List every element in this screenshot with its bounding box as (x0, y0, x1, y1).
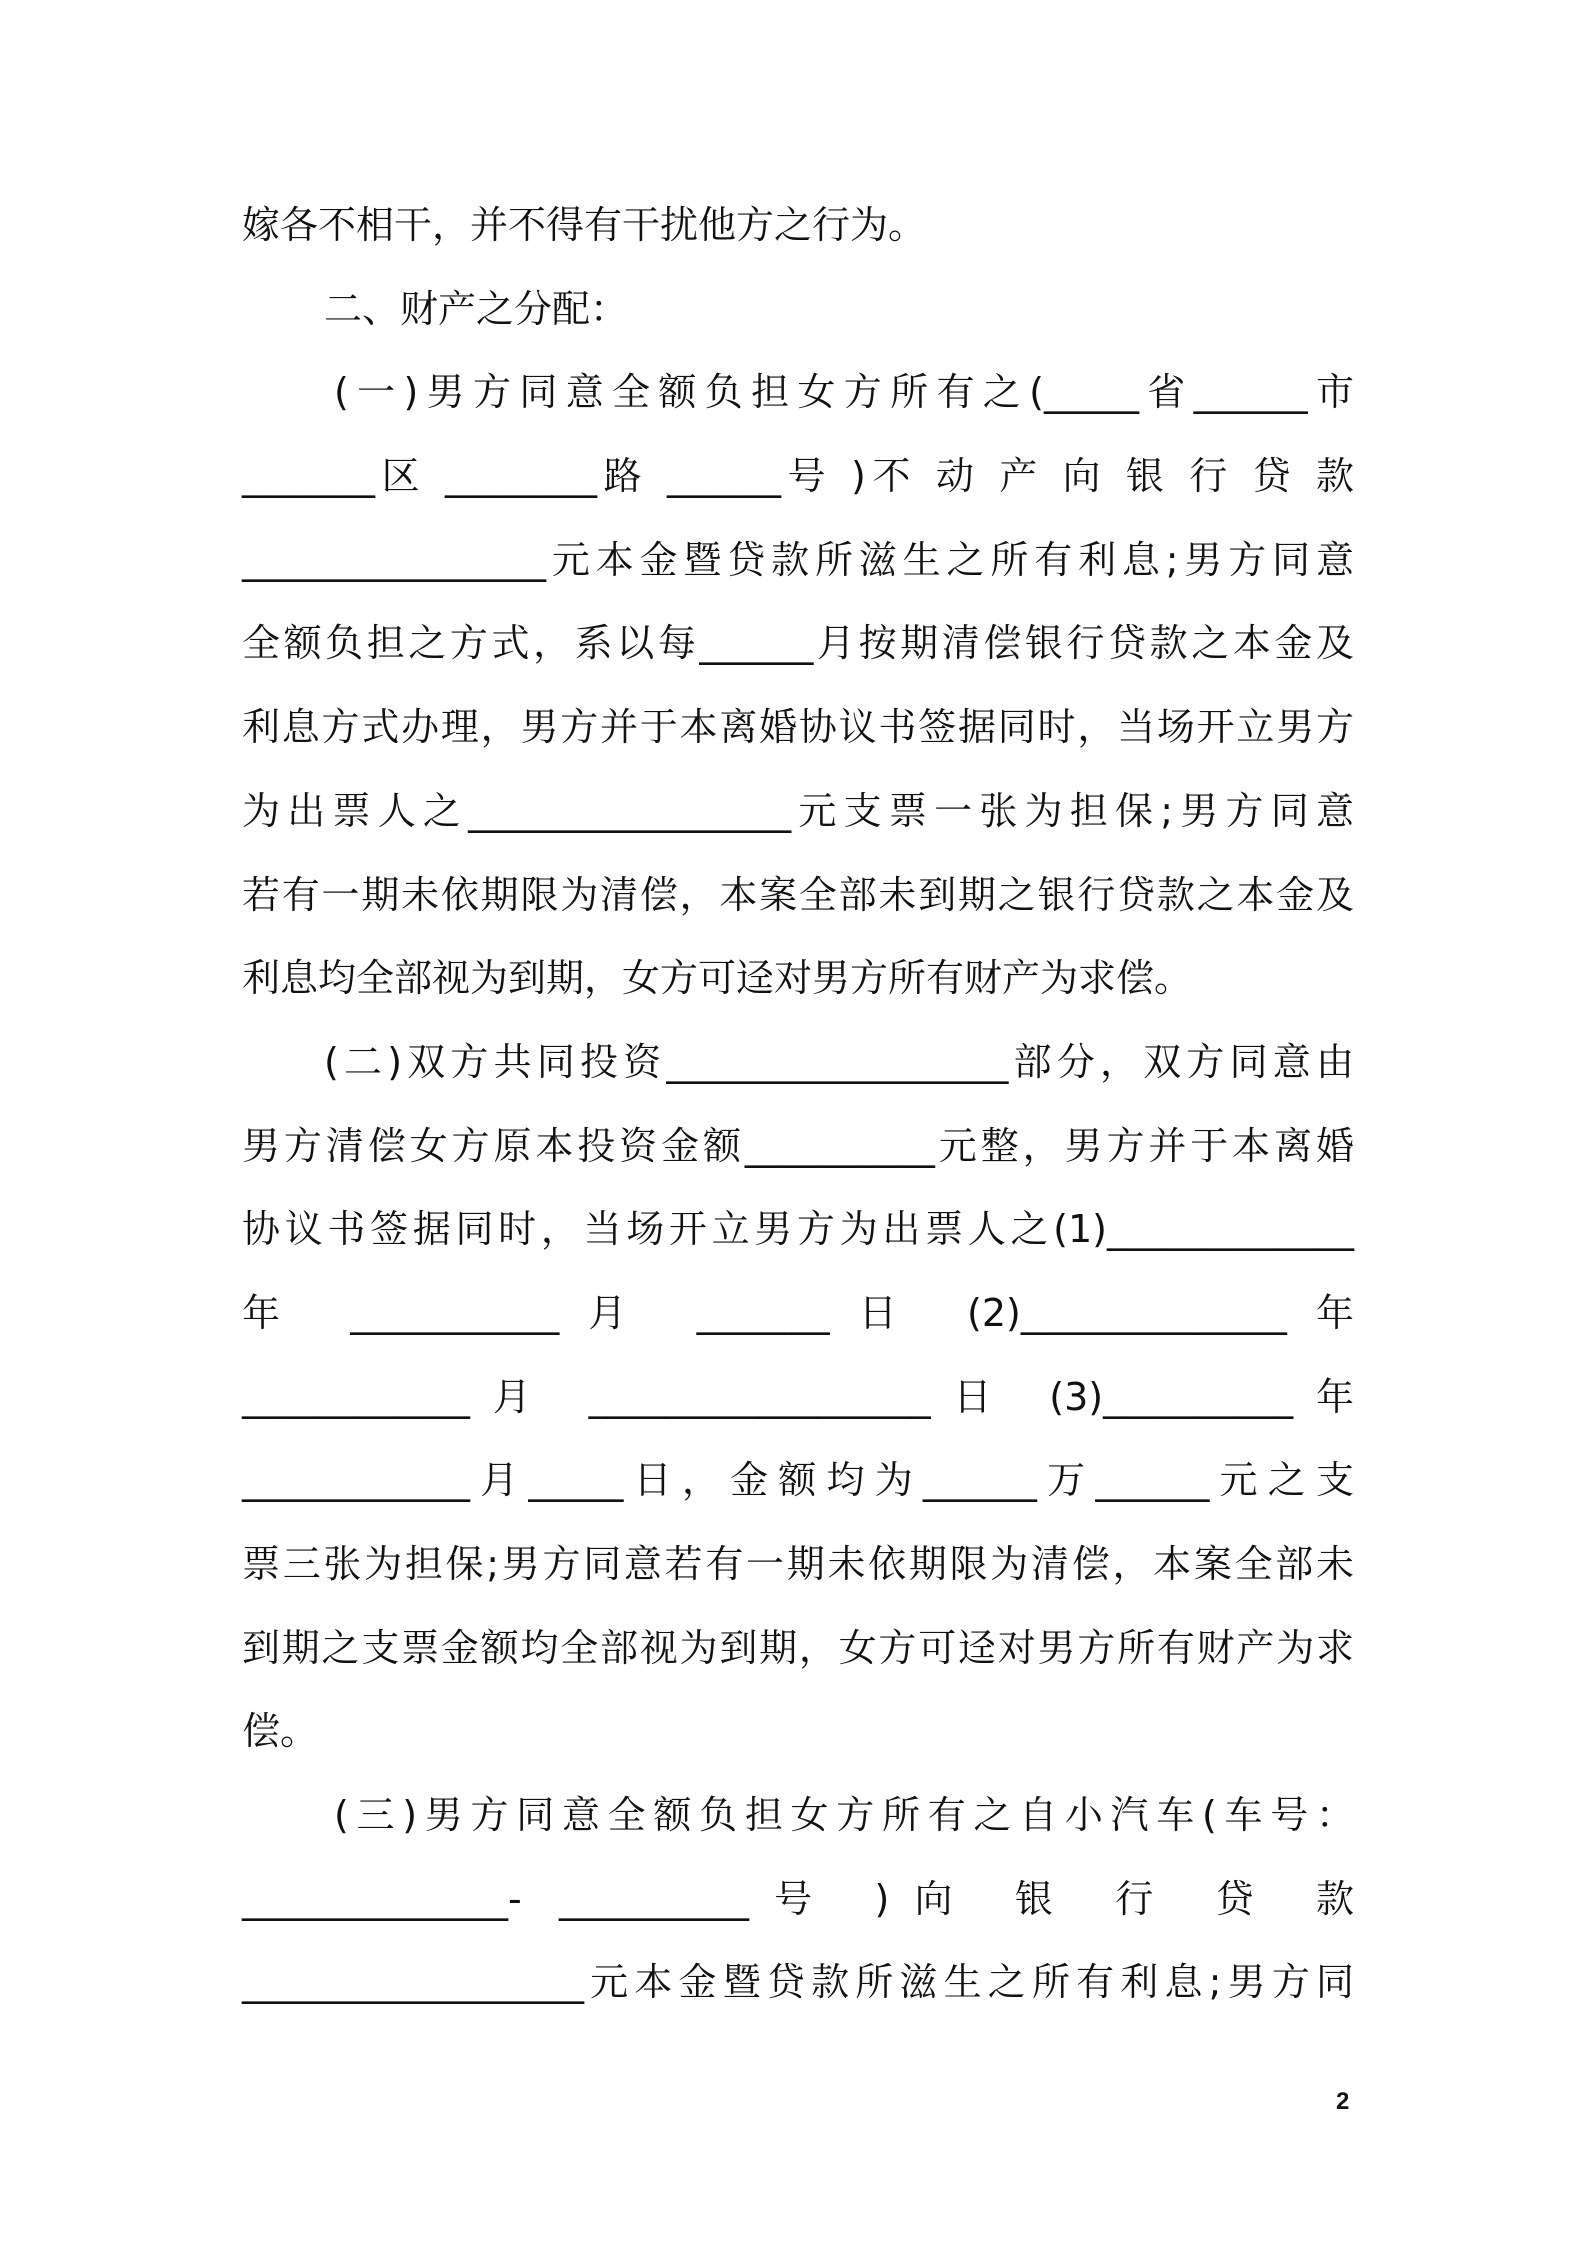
text-line: 全额负担之方式，系以每______月按期清偿银行贷款之本金及 (242, 621, 1354, 666)
text-line: (二)双方共同投资__________________部分，双方同意由 (324, 1039, 1354, 1084)
text-line: (三)男方同意全额负担女方所有之自小汽车(车号： (334, 1793, 1354, 1838)
text-line: ____________月 __________________日 (3)__________年 (242, 1374, 1354, 1419)
text-line: ____________月_____日，金额均为______万______元之支 (242, 1458, 1354, 1503)
text-line: 男方清偿女方原本投资金额__________元整，男方并于本离婚 (242, 1123, 1354, 1168)
page-number: 2 (1336, 2088, 1350, 2115)
text-line: (一)男方同意全额负担女方所有之(_____省______市 (334, 370, 1354, 415)
text-line: 到期之支票金额均全部视为到期，女方可迳对男方所有财产为求 (242, 1625, 1354, 1670)
text-line: 利息方式办理，男方并于本离婚协议书签据同时，当场开立男方 (242, 705, 1354, 750)
body-text (242, 184, 1354, 2025)
text-line: ________________元本金暨贷款所滋生之所有利息;男方同意 (242, 537, 1354, 582)
text-line: 为出票人之_________________元支票一张为担保;男方同意 (242, 788, 1354, 833)
section-heading: 二、财产之分配： (324, 286, 629, 331)
text-line: _______区 ________路 ______号 )不 动 产 向 银 行 贷 款 (242, 454, 1354, 499)
text-line: 偿。 (242, 1709, 319, 1754)
text-line: __________________元本金暨贷款所滋生之所有利息;男方同 (242, 1960, 1354, 2005)
text-line: 协议书签据同时，当场开立男方为出票人之(1)_____________ (242, 1207, 1354, 1252)
text-line: 嫁各不相干，并不得有干扰他方之行为。 (242, 203, 927, 247)
text-line: 若有一期未依期限为清偿，本案全部未到期之银行贷款之本金及 (242, 872, 1354, 917)
text-line: ______________- __________号 )向 银 行 贷 款 (242, 1876, 1354, 1921)
text-line: 年 ___________月 _______日 (2)______________年 (242, 1290, 1354, 1335)
text-line: 利息均全部视为到期，女方可迳对男方所有财产为求偿。 (242, 956, 1193, 1001)
text-line: 票三张为担保;男方同意若有一期未依期限为清偿，本案全部未 (242, 1542, 1354, 1586)
